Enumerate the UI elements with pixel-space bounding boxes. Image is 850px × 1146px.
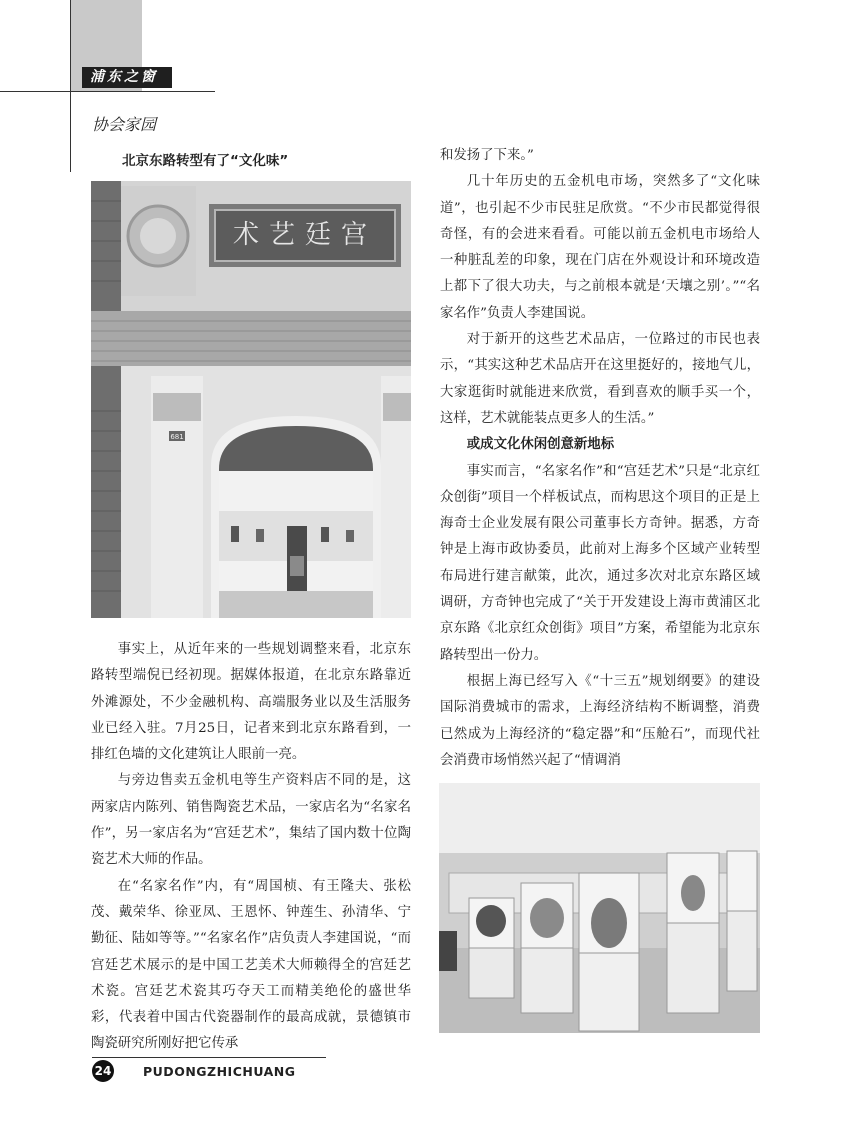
sign-text: 术艺廷宫 (232, 220, 378, 250)
article-title: 北京东路转型有了“文化味” (122, 153, 289, 169)
storefront-photo (91, 181, 411, 618)
paragraph: 在“名家名作”内，有“周国桢、有王隆夫、张松茂、戴荣华、徐亚凤、王恩怀、钟莲生、孙清华、宁勤征、陆如等等。”“名家名作”店负责人李建国说，“而宫廷艺术展示的是中国工艺美术大师赖得全的宫廷艺术瓷。宫廷艺术瓷其巧夺天工而精美绝伦的盛世华彩，代表着中国古代瓷器制作的最高成就，景德镇市陶瓷研究所刚好把它传承 (91, 878, 411, 1052)
right-column (440, 143, 760, 774)
paragraph: 根据上海已经写入《“十三五”规划纲要》的建设国际消费城市的需求，上海经济结构不断调整，消费已然成为上海经济的“稳定器”和“压舱石”，而现代社会消费市场悄然兴起了“情调消 (440, 673, 760, 768)
magazine-banner: 浦东之窗 (82, 67, 172, 88)
magazine-name: PUDONGZHICHUANG (143, 1064, 296, 1079)
left-column (91, 637, 411, 1058)
paragraph: 事实而言，“名家名作”和“宫廷艺术”只是“北京红众创街”项目一个样板试点，而构思这个项目的正是上海奇士企业发展有限公司董事长方奇钟。据悉，方奇钟是上海市政协委员，此前对上海多个区域产业转型布局进行建言献策，此次，通过多次对北京东路区域调研，方奇钟也完成了“关于开发建设上海市黄浦区北京东路《北京红众创街》项目”方案，希望能为北京东路转型出一份力。 (440, 463, 760, 663)
header-horizontal-rule (0, 91, 215, 92)
paragraph: 和发扬了下来。” (440, 148, 534, 163)
doorplate-number: 681 (170, 433, 184, 441)
paragraph: 对于新开的这些艺术品店，一位路过的市民也表示，“其实这种艺术品店开在这里挺好的，接地气儿，大家逛街时就能进来欣赏，看到喜欢的顺手买一个，这样，艺术就能装点更多人的生活。” (440, 332, 760, 426)
subheading: 或成文化休闲创意新地标 (466, 437, 615, 453)
footer-rule (92, 1057, 326, 1058)
paragraph: 几十年历史的五金机电市场，突然多了“文化味道”，也引起不少市民驻足欣赏。“不少市民都觉得很奇怪，有的会进来看看。可能以前五金机电市场给人一种脏乱差的印象，现在门店在外观设计和环境改造上都下了很大功夫，与之前根本就是‘天壤之别’。”“名家名作”负责人李建国说。 (440, 174, 760, 321)
gallery-photo (439, 783, 760, 1033)
header-vertical-rule (70, 0, 71, 172)
paragraph: 与旁边售卖五金机电等生产资料店不同的是，这两家店内陈列、销售陶瓷艺术品，一家店名为“名家名作”，另一家店名为“宫廷艺术”，集结了国内数十位陶瓷艺术大师的作品。 (91, 773, 411, 868)
paragraph: 事实上，从近年来的一些规划调整来看，北京东路转型端倪已经初现。据媒体报道，在北京东路靠近外滩源处，不少金融机构、高端服务业以及生活服务业已经入驻。7月25日，记者来到北京东路看到，一排红色墙的文化建筑让人眼前一亮。 (91, 642, 411, 763)
page-number: 24 (92, 1060, 114, 1082)
section-title: 协会家园 (92, 115, 157, 134)
